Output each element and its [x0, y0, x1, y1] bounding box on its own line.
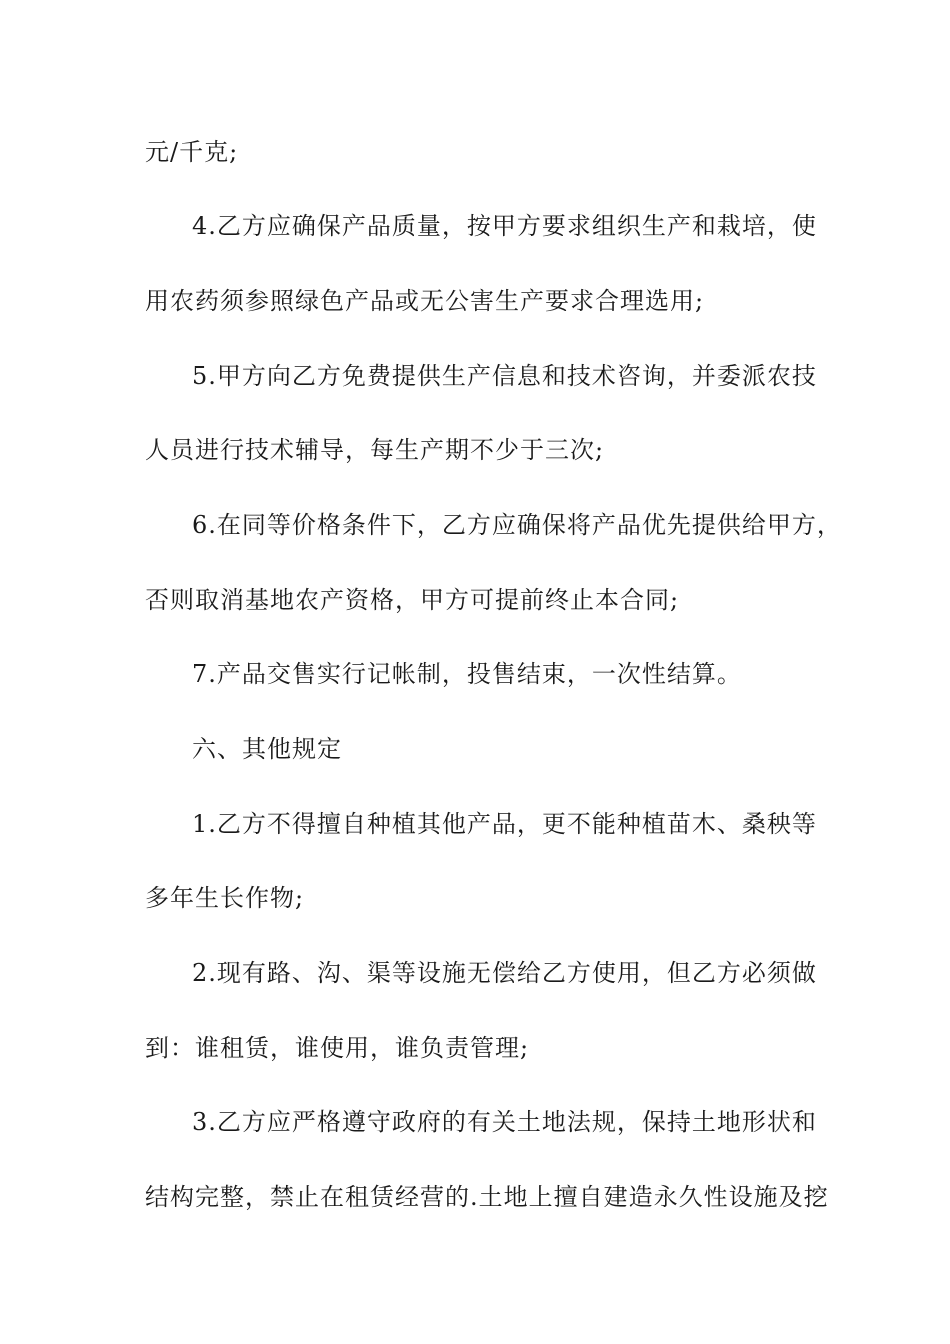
- text-line: 人员进行技术辅导，每生产期不少于三次;: [145, 436, 605, 464]
- text-line: 7.产品交售实行记帐制，投售结束，一次性结算。: [192, 660, 742, 688]
- text-line: 3.乙方应严格遵守政府的有关土地法规，保持土地形状和: [192, 1108, 817, 1136]
- section-heading: 六、其他规定: [192, 735, 342, 763]
- text-line: 结构完整，禁止在租赁经营的.土地上擅自建造永久性设施及挖: [145, 1183, 829, 1211]
- text-line: 到：谁租赁，谁使用，谁负责管理;: [145, 1034, 530, 1062]
- text-line: 否则取消基地农产资格，甲方可提前终止本合同;: [145, 586, 680, 614]
- text-line: 6.在同等价格条件下，乙方应确保将产品优先提供给甲方，: [192, 511, 842, 539]
- text-line: 2.现有路、沟、渠等设施无偿给乙方使用，但乙方必须做: [192, 959, 817, 987]
- text-line: 多年生长作物;: [145, 884, 305, 912]
- text-line: 元/千克;: [145, 138, 239, 166]
- text-line: 用农药须参照绿色产品或无公害生产要求合理选用;: [145, 287, 705, 315]
- text-line: 5.甲方向乙方免费提供生产信息和技术咨询，并委派农技: [192, 362, 817, 390]
- text-line: 4.乙方应确保产品质量，按甲方要求组织生产和栽培，使: [192, 212, 817, 240]
- text-line: 1.乙方不得擅自种植其他产品，更不能种植苗木、桑秧等: [192, 810, 817, 838]
